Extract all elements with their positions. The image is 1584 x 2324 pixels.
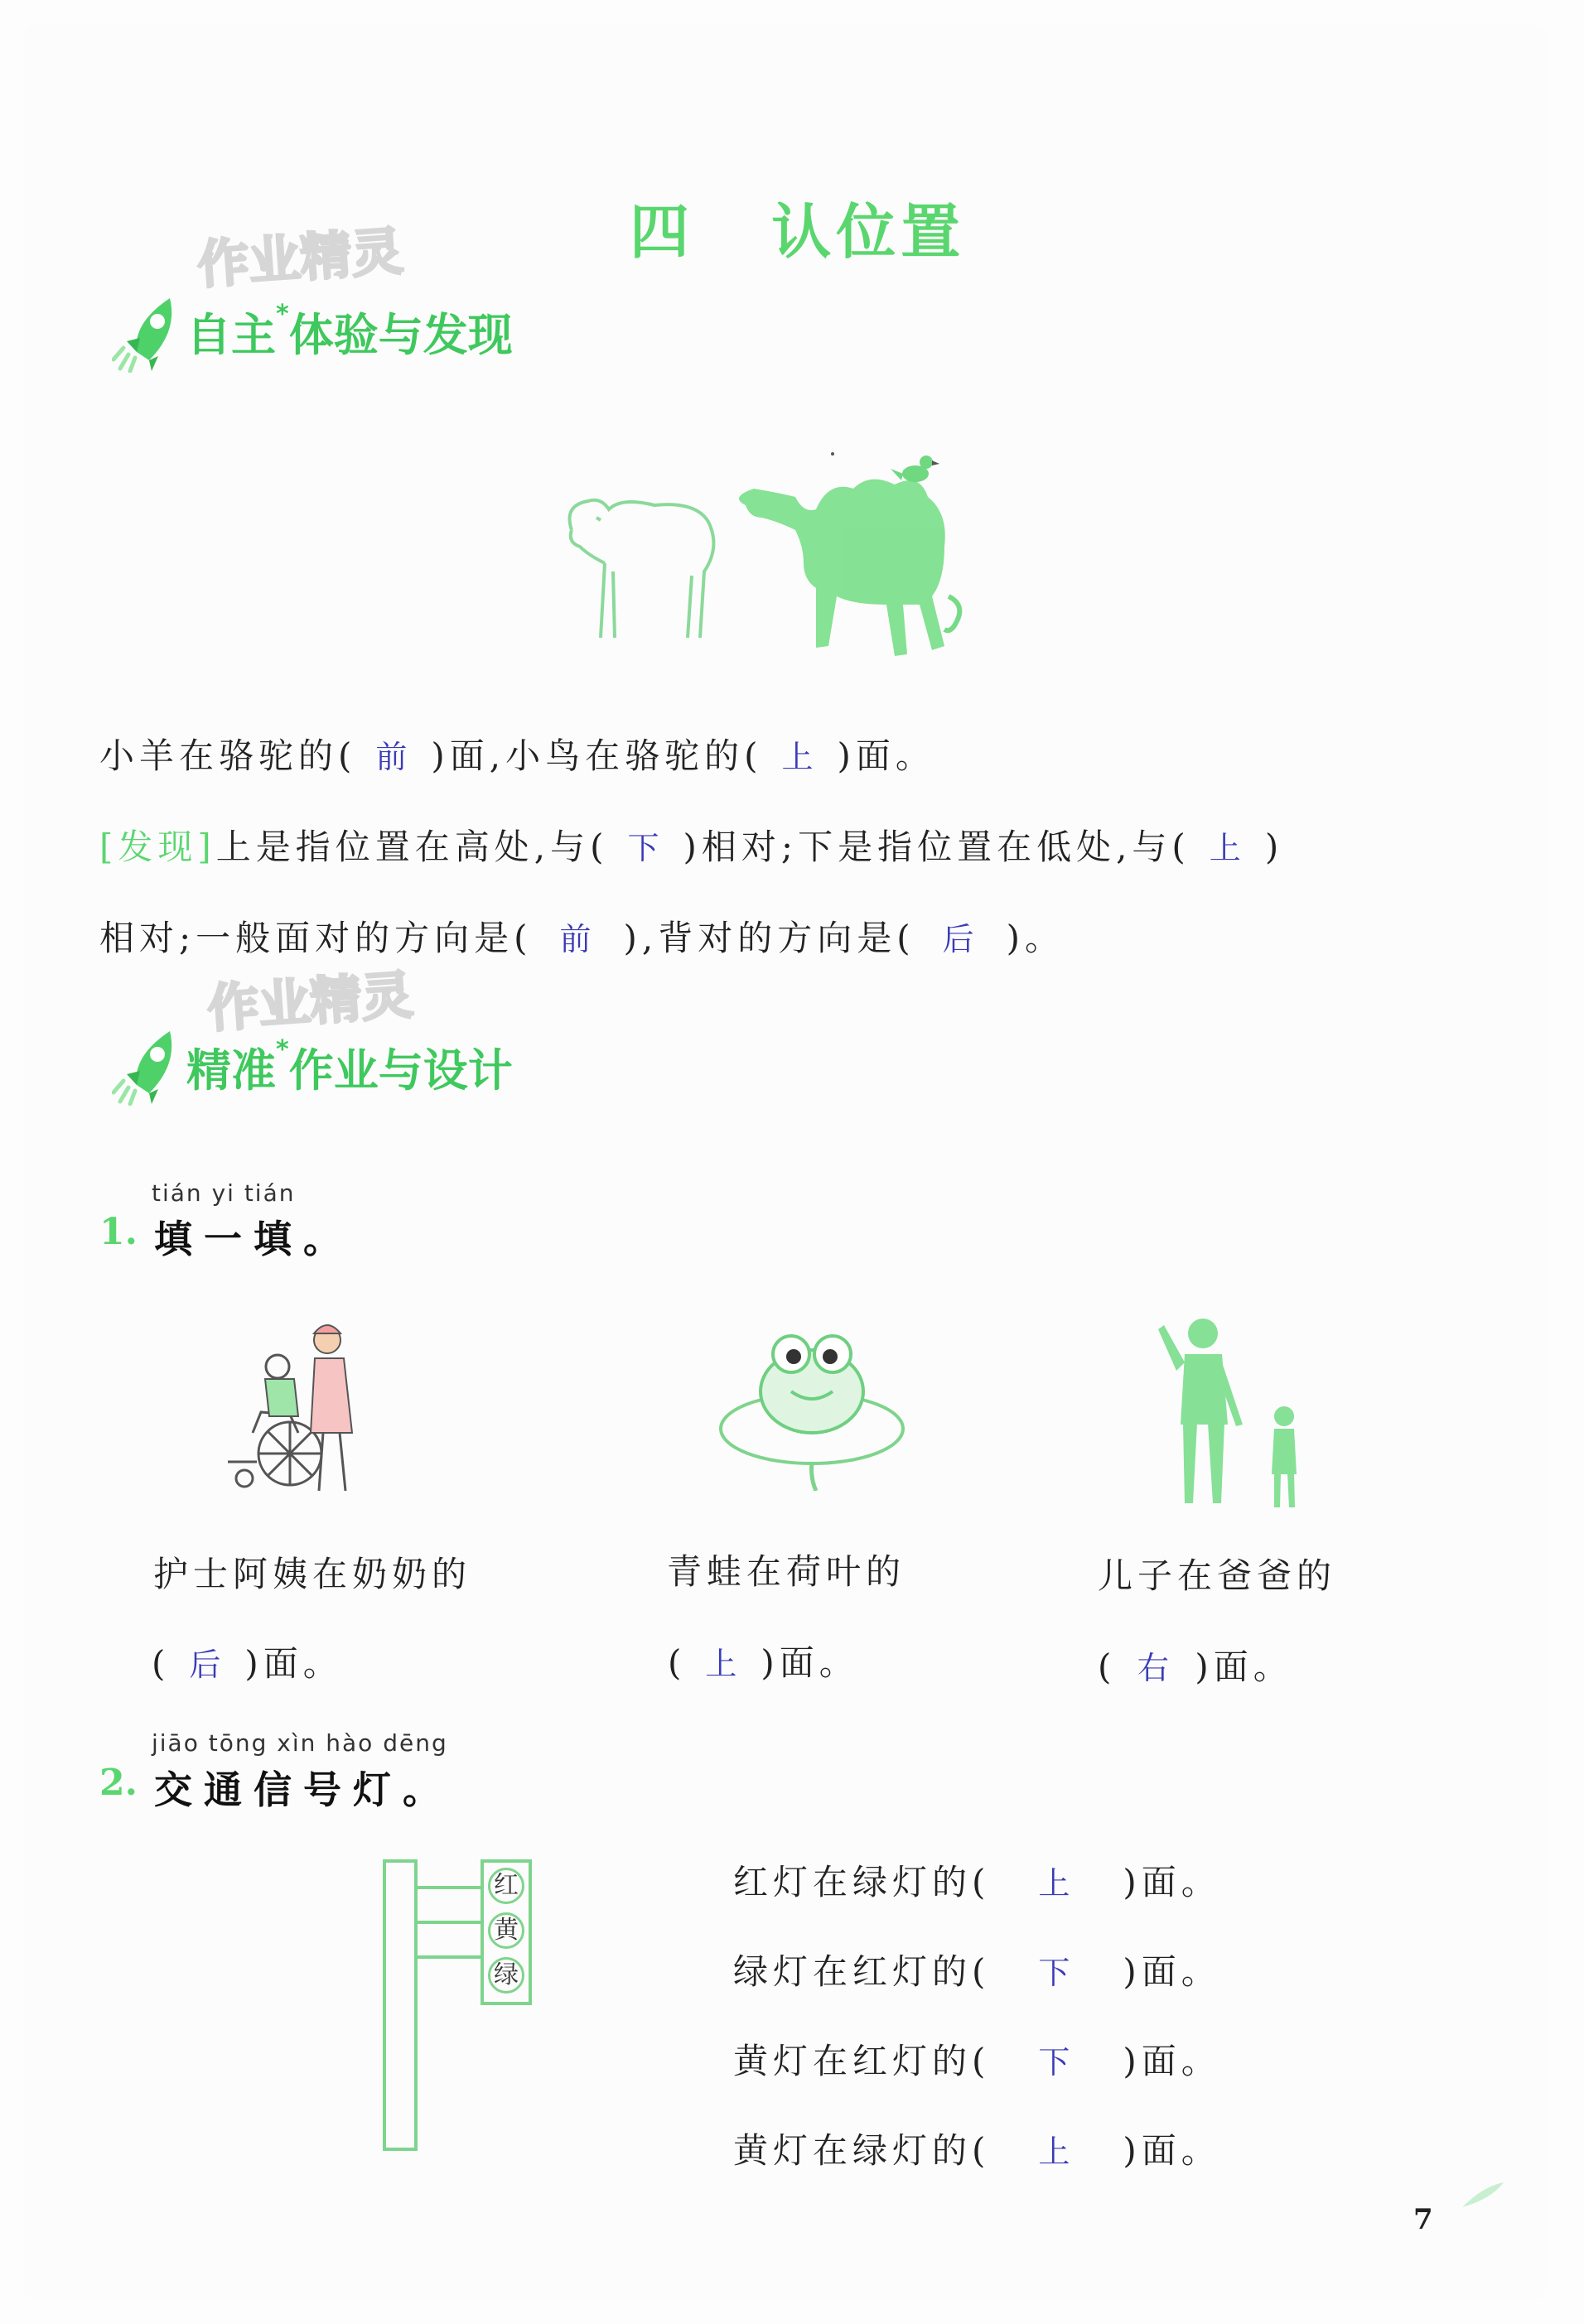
item-text: 绿灯在红灯的( xyxy=(733,1951,991,1992)
corner-leaf-icon xyxy=(1458,2178,1508,2215)
father-son-illustration xyxy=(1135,1309,1317,1511)
intro-text: 上是指位置在高处,与( xyxy=(215,827,609,867)
intro-line-2 xyxy=(99,820,1283,870)
item-text: 红灯在绿灯的( xyxy=(733,1862,991,1902)
q1-item-2-answer-line xyxy=(668,1636,859,1685)
paren: ( xyxy=(152,1643,171,1684)
q2-item-1 xyxy=(733,1855,1221,1905)
q1-title: 填一填。 xyxy=(154,1217,353,1261)
section-rest: 体验与发现 xyxy=(288,309,513,361)
q1-pinyin: tián yi tián xyxy=(152,1179,296,1207)
red-light: 红 xyxy=(488,1868,524,1904)
paren-close: )面。 xyxy=(1123,1951,1221,1992)
answer-blank: 后 xyxy=(189,1647,226,1683)
q2-item-2 xyxy=(733,1945,1221,1994)
intro-text: )相对;下是指位置在低处,与( xyxy=(683,827,1190,867)
intro-text: )。 xyxy=(1006,918,1065,958)
answer-blank: 上 xyxy=(1038,2134,1075,2170)
watermark: 作业精灵 xyxy=(205,964,415,1039)
q1-item-2-text: 青蛙在荷叶的 xyxy=(667,1551,906,1592)
paren: ( xyxy=(1098,1647,1117,1687)
green-light: 绿 xyxy=(488,1957,524,1994)
section-label: 自主 xyxy=(186,309,276,361)
intro-text: )面,小鸟在骆驼的( xyxy=(431,735,763,776)
section-label: 精准 xyxy=(186,1044,276,1097)
answer-blank: 前 xyxy=(375,739,413,775)
intro-text: 小羊在骆驼的( xyxy=(99,735,357,776)
q1-item-3-answer-line xyxy=(1098,1640,1293,1690)
section-rest: 作业与设计 xyxy=(288,1044,513,1097)
section-header-autonomous xyxy=(186,300,513,364)
intro-text: )面。 xyxy=(837,735,935,776)
answer-blank: 下 xyxy=(1038,1955,1075,1991)
q1-item-3-text: 儿子在爸爸的 xyxy=(1098,1555,1337,1596)
watermark: 作业精灵 xyxy=(196,220,405,296)
answer-blank: 上 xyxy=(705,1646,742,1682)
discovery-tag: [发现] xyxy=(99,827,216,867)
yellow-light: 黄 xyxy=(488,1912,524,1949)
intro-line-1 xyxy=(99,729,935,779)
paren-close: )面。 xyxy=(1123,2130,1221,2171)
star-icon: * xyxy=(276,300,289,329)
q1-item-1-text: 护士阿姨在奶奶的 xyxy=(153,1554,472,1594)
intro-text: 相对;一般面对的方向是( xyxy=(99,918,533,958)
paren-close: )面。 xyxy=(1123,2041,1221,2081)
answer-blank: 上 xyxy=(781,739,819,775)
q2-item-4 xyxy=(733,2124,1221,2173)
answer-blank: 下 xyxy=(1038,2044,1075,2081)
intro-text: ),背对的方向是( xyxy=(623,918,915,958)
page-title: 四 认位置 xyxy=(630,197,966,267)
paren-close: )面。 xyxy=(1123,1862,1221,1902)
q2-pinyin: jiāo tōng xìn hào dēng xyxy=(152,1729,448,1757)
q2-number: 2. xyxy=(99,1762,138,1804)
answer-blank: 上 xyxy=(1038,1865,1075,1902)
q2-item-3 xyxy=(733,2034,1221,2084)
traffic-light-diagram xyxy=(383,1859,540,2158)
answer-blank: 下 xyxy=(627,830,664,866)
intro-text: ) xyxy=(1264,827,1284,867)
paren-close: )面。 xyxy=(244,1643,343,1684)
paren: ( xyxy=(668,1642,687,1683)
answer-blank: 上 xyxy=(1209,830,1246,866)
answer-blank: 后 xyxy=(942,921,979,957)
intro-line-3 xyxy=(99,911,1065,961)
frog-lily-pad-illustration xyxy=(712,1309,911,1494)
answer-blank: 右 xyxy=(1137,1650,1174,1686)
section-header-practice xyxy=(186,1035,513,1099)
page-number: 7 xyxy=(1413,2203,1433,2236)
sheep-camel-bird-illustration xyxy=(555,439,1002,691)
paren-close: )面。 xyxy=(761,1642,859,1683)
answer-blank: 前 xyxy=(559,921,596,957)
q1-item-1-answer-line xyxy=(152,1637,343,1686)
rocket-icon xyxy=(112,290,186,376)
nurse-wheelchair-illustration xyxy=(211,1317,377,1502)
paren-close: )面。 xyxy=(1195,1647,1293,1687)
item-text: 黄灯在绿灯的( xyxy=(733,2130,991,2171)
item-text: 黄灯在红灯的( xyxy=(733,2041,991,2081)
traffic-light-pole xyxy=(383,1859,418,2151)
q2-title: 交通信号灯。 xyxy=(154,1767,452,1812)
star-icon: * xyxy=(276,1035,289,1064)
q1-number: 1. xyxy=(99,1211,138,1253)
rocket-icon xyxy=(112,1023,186,1109)
